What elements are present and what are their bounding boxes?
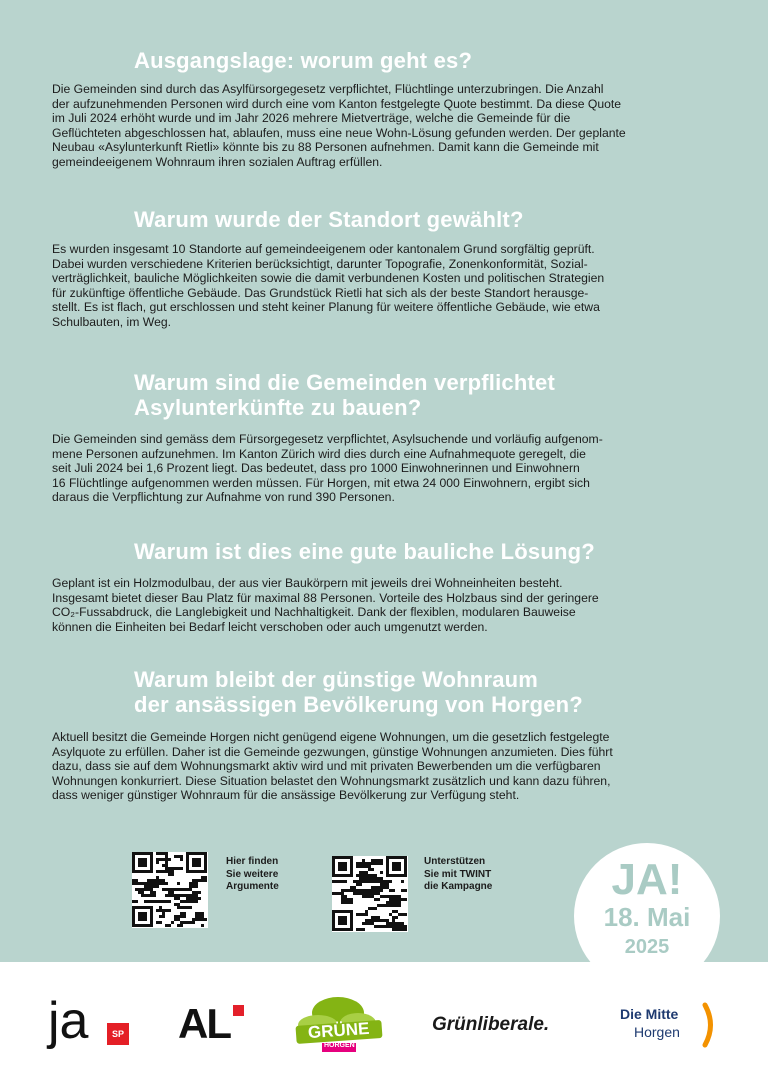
mitte-logo-line1: Die Mitte [620,1006,679,1022]
section-3-heading [134,370,555,420]
gruene-logo-subtext: HORGEN [324,1042,355,1049]
section-2-text [52,242,714,330]
grunliberale-logo-text: Grünliberale. [432,1014,550,1035]
al-red-square [233,1005,244,1016]
qr-caption-arguments [226,856,279,894]
text-line: Insgesamt bietet dieser Bau Platz für maximal 88 Personen. Vorteile des Holzbaus sind der geringere [52,590,599,605]
section-1-heading [134,48,472,73]
caption-line: Unterstützen [424,856,486,867]
mitte-bracket-icon [702,1002,718,1048]
text-line: Geflüchteten abgeschlossen hat, ablaufen, muss eine neue Wohn-Lösung gefunden werden. Der geplante [52,125,626,140]
badge-date: 18. Mai [603,902,691,932]
qr-code-twint[interactable] [332,856,408,932]
al-logo-text: AL [178,1000,230,1047]
text-line: CO₂-Fussabdruck, die Langlebigkeit und Nachhaltigkeit. Dank der flexiblen, modularen Bauweise [52,605,576,620]
heading-line: Asylunterkünfte zu bauen? [134,395,422,420]
text-line: Aktuell besitzt die Gemeinde Horgen nicht genügend eigene Wohnungen, um die gesetzlich festgelegte [52,730,610,744]
vote-date-badge [574,843,720,989]
qr-caption-twint [424,856,492,894]
heading-line: Ausgangslage: worum geht es? [134,48,473,73]
text-line: dazu, dass sie auf dem Wohnungsmarkt aktiv wird und mit privaten Bewerbenden um die verfügbaren [52,759,601,774]
text-line: Neubau «Asylunterkunft Rietli» könnte bis zu 88 Personen aufnehmen. Damit kann die Gemeinde mit [52,140,599,155]
text-line: für zukünftige öffentliche Gebäude. Das Grundstück Rietli hat sich als der beste Standort herausge- [52,285,589,300]
section-4-heading [134,539,595,564]
text-line: Wohnungen konkurriert. Diese Situation belastet den Wohnungsmarkt zusätzlich und kann dazu führen, [52,773,611,788]
text-line: Die Gemeinden sind gemäss dem Fürsorgegesetz verpflichtet, Asylsuchende und vorläufig aufgenom- [52,432,603,446]
ja-sp-logo [48,992,134,1055]
text-line: verträglichkeit, bauliche Möglichkeiten sowie die damit verbundenen Kosten und politischen Strategien [52,271,605,286]
text-line: im Juli 2024 erhöht wurde und im Jahr 2026 mehrere Mietverträge, welche die Gemeinde für die [52,111,571,126]
al-logo [178,1000,248,1049]
text-line: der aufzunehmenden Personen wird durch eine vom Kanton festgelegte Quote bestimmt. Da diese Quote [52,96,622,111]
text-line: stellt. Es ist flach, gut erschlossen und steht keiner Planung für weitere öffentliche Gebäude, wie etwa [52,300,600,315]
section-1-text [52,82,714,170]
caption-line: Sie mit TWINT [424,868,492,880]
qr-code-arguments[interactable] [132,852,208,928]
text-line: können die Einheiten bei Bedarf leicht verschoben oder auch umgenutzt werden. [52,619,488,634]
text-line: seit Juli 2024 bei 1,6 Prozent liegt. Das bedeutet, dass pro 1000 Einwohnerinnen und Einwohnern [52,461,580,476]
section-5-heading [134,667,583,717]
text-line: Dabei wurden verschiedene Kriterien berücksichtigt, darunter Topografie, Zonenkonformität, Sozial- [52,256,588,271]
caption-line: Argumente [226,881,279,892]
text-line: Asylquote zu erfüllen. Daher ist die Gemeinde gezwungen, günstige Wohnungen anzumieten. Dies führt [52,744,613,759]
text-line: gemeindeeigenem Wohnraum ihren sozialen Auftrag erfüllen. [52,154,383,169]
heading-line: Warum bleibt der günstige Wohnraum [134,667,539,692]
badge-year: 2025 [624,936,670,958]
heading-line: Warum ist dies eine gute bauliche Lösung? [134,539,595,564]
caption-line: Hier finden [226,856,279,867]
text-line: Schulbauten, im Weg. [52,314,172,329]
text-line: dass weniger günstiger Wohnraum für die ansässige Bevölkerung zur Verfügung steht. [52,788,520,803]
text-line: 16 Flüchtlinge aufgenommen werden müssen. Für Horgen, mit etwa 24 000 Einwohnern, ergibt sich [52,475,590,490]
sp-logo-badge: SP [107,1023,129,1045]
section-2-heading [134,207,524,232]
grunliberale-logo [432,1014,549,1036]
text-line: Die Gemeinden sind durch das Asylfürsorgegesetz verpflichtet, Flüchtlinge unterzubringen. Die Anzahl [52,82,604,96]
text-line: mene Personen aufzunehmen. Im Kanton Zürich wird dies durch eine Aufnahmequote geregelt, die [52,446,586,461]
text-line: Geplant ist ein Holzmodulbau, der aus vier Baukörpern mit jeweils drei Wohneinheiten besteht. [52,576,563,590]
text-line: Es wurden insgesamt 10 Standorte auf gemeindeeigenem oder kantonalem Grund sorgfältig geprüft. [52,242,595,256]
mitte-logo-line2: Horgen [634,1024,680,1040]
badge-ja: JA! [611,855,683,904]
heading-line: der ansässigen Bevölkerung von Horgen? [134,692,583,717]
heading-line: Warum sind die Gemeinden verpflichtet [134,370,555,395]
mitte-logo [620,1002,720,1048]
caption-line: die Kampagne [424,881,493,892]
gruene-logo [286,993,390,1057]
section-5-text [52,730,714,803]
section-3-text [52,432,714,505]
gruene-logo-text: GRÜNE [307,1018,370,1043]
heading-line: Warum wurde der Standort gewählt? [134,207,524,232]
caption-line: Sie weitere [226,868,279,880]
ja-logo-text: ja [48,992,89,1050]
section-4-text [52,576,714,634]
text-line: daraus die Verpflichtung zur Aufnahme von rund 390 Personen. [52,490,395,505]
